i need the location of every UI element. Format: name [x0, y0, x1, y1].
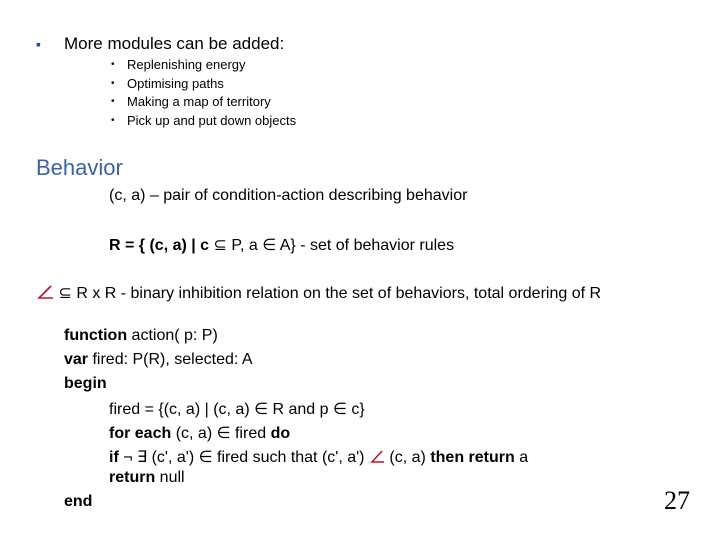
keyword-if: if [109, 449, 119, 466]
list-item: • Optimising paths [111, 75, 296, 94]
code-line-if [109, 447, 528, 467]
keyword-var: var [64, 351, 89, 368]
inhibition-angle-icon [36, 284, 54, 300]
keyword-for-each: for each [109, 425, 172, 442]
code-line-var [64, 351, 253, 369]
inhibition-text: R x R - binary inhibition relation on the set of behaviors, total ordering of R [76, 285, 602, 302]
page-number: 27 [664, 486, 690, 515]
code-line-end [64, 493, 92, 511]
inhibition-angle-icon [369, 449, 385, 464]
rules-set-mid: P, a [231, 237, 258, 254]
exists-symbol: ∃ [137, 449, 148, 466]
fired-part-c: c} [351, 401, 365, 418]
element-of-symbol: ∈ [254, 401, 269, 418]
var-declaration: fired: P(R), selected: A [88, 351, 253, 368]
return-value: null [155, 469, 185, 486]
element-of-symbol: ∈ [198, 449, 213, 466]
if-return-value: a [514, 449, 529, 466]
code-line-for-each [109, 423, 290, 443]
code-line-begin [64, 375, 107, 393]
if-part-b: fired such that (c', a') [217, 449, 365, 466]
code-line-function [64, 327, 218, 345]
section-heading: Behavior [36, 155, 123, 180]
square-bullet-icon: ▪ [36, 36, 41, 52]
list-item: • Making a map of territory [111, 93, 296, 112]
if-part-c: (c, a) [389, 449, 426, 466]
list-item: • Pick up and put down objects [111, 112, 296, 131]
main-bullet-text: More modules can be added: [64, 34, 285, 53]
keyword-begin: begin [64, 375, 107, 392]
fired-part-a: fired = {(c, a) | (c, a) [109, 401, 250, 418]
subset-eq-symbol: ⊆ [58, 285, 72, 302]
list-item: • Replenishing energy [111, 56, 296, 75]
if-part-a: (c', a') [151, 449, 195, 466]
inhibition-relation [36, 283, 601, 303]
element-of-symbol: ∈ [332, 401, 347, 418]
subset-eq-symbol: ⊆ [213, 237, 227, 254]
fired-part-b: R and p [272, 401, 329, 418]
function-signature: action( p: P) [127, 327, 218, 344]
sub-item-list [111, 56, 296, 130]
code-line-return-null [109, 469, 185, 487]
keyword-return: return [109, 469, 156, 486]
keyword-then-return: then return [430, 449, 515, 466]
pair-definition: (c, a) – pair of condition-action describing behavior [109, 187, 468, 204]
keyword-end: end [64, 493, 93, 510]
rules-set-lhs: R = { (c, a) | c [109, 237, 210, 254]
element-of-symbol: ∈ [262, 237, 277, 254]
code-line-fired [109, 399, 365, 419]
keyword-do: do [270, 425, 291, 442]
rules-set-definition [109, 235, 454, 255]
for-part-b: fired [234, 425, 267, 442]
for-part-a: (c, a) [171, 425, 213, 442]
keyword-function: function [64, 327, 128, 344]
rules-set-rhs: A} - set of behavior rules [279, 237, 455, 254]
not-symbol: ¬ [123, 449, 133, 466]
element-of-symbol: ∈ [216, 425, 231, 442]
